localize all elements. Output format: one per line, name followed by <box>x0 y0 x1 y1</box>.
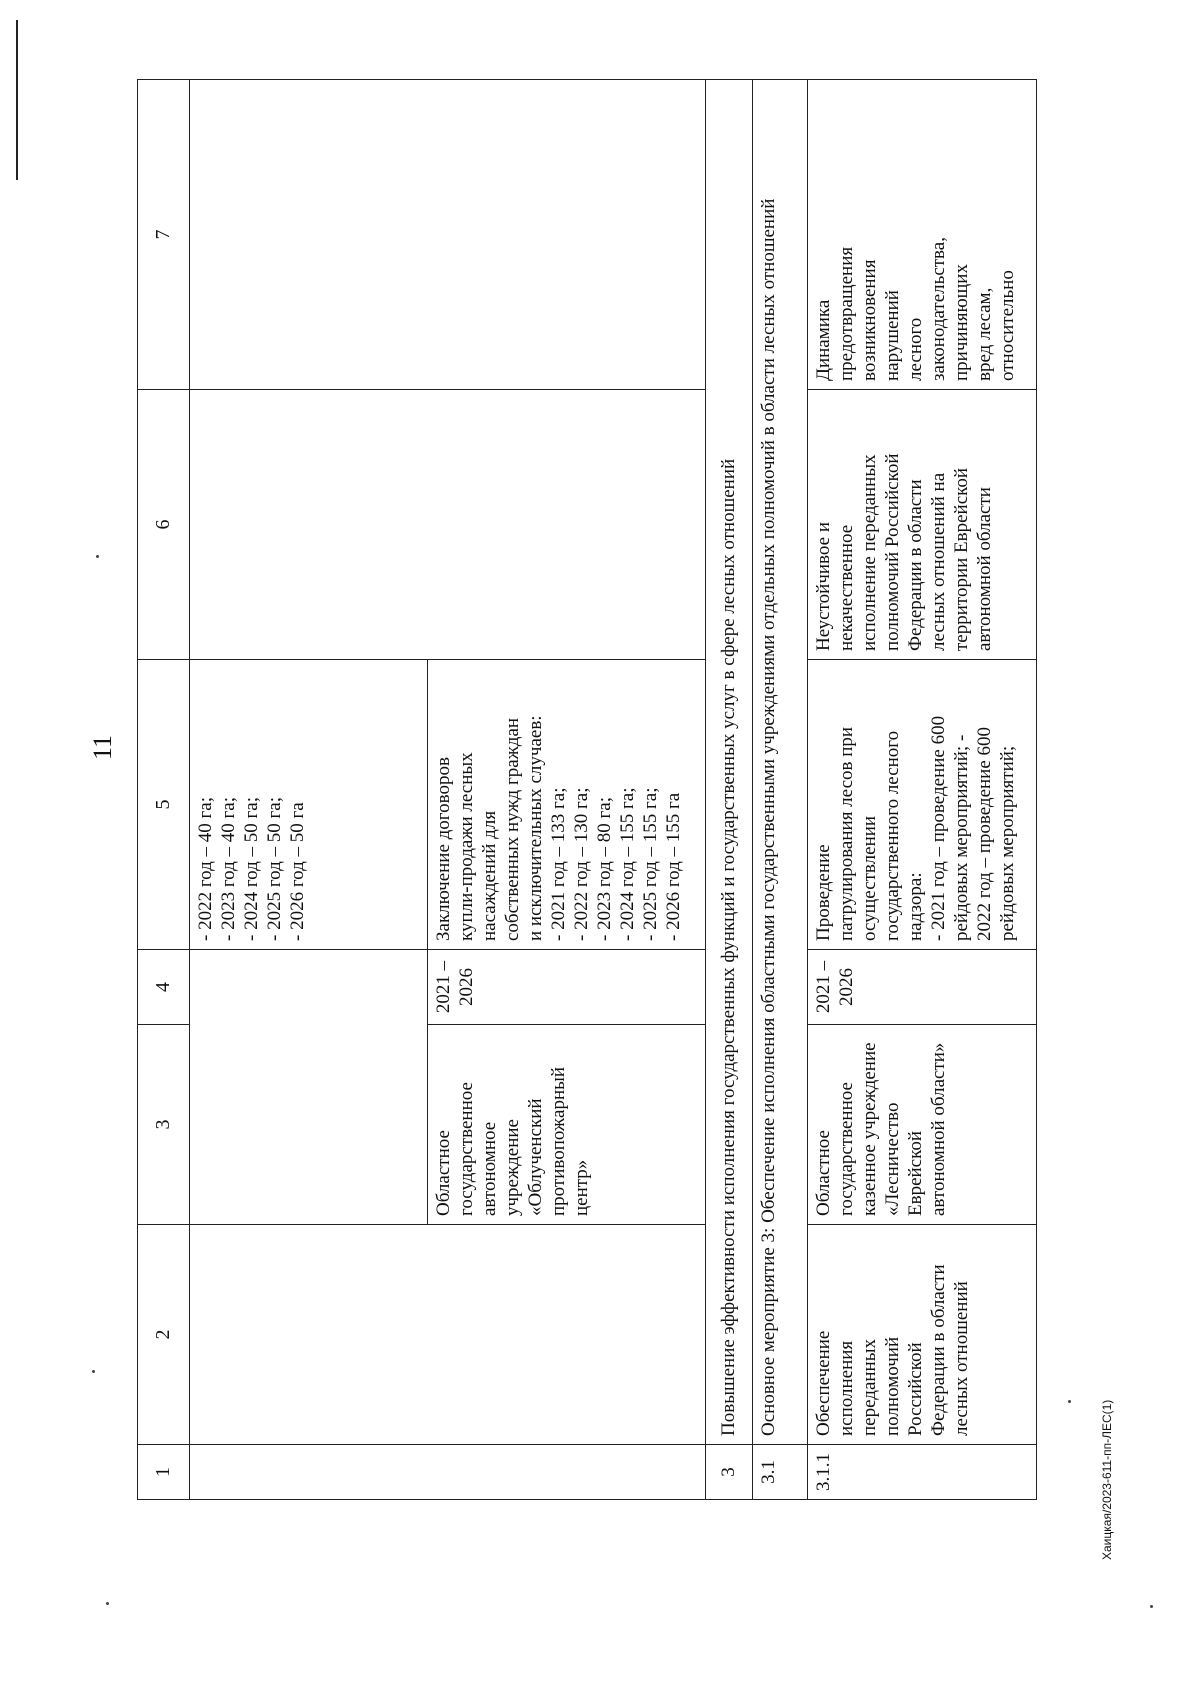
consequence-line: автономной области <box>974 487 996 651</box>
result-line: Заключение договоров <box>433 757 455 941</box>
consequence-line: Федерации в области <box>905 479 927 651</box>
section-title: Повышение эффективности исполнения государственных функций и государственных услуг в сфере лесных отношений <box>705 80 753 1445</box>
document-code: Хаицкая/2023-611-пп-ЛЕС(1) <box>1100 1399 1114 1560</box>
executor-line: учреждение <box>502 1119 524 1216</box>
result-line: патрулирования лесов при <box>836 726 858 941</box>
scan-speck <box>106 1602 109 1605</box>
area-line: - 2026 год – 50 га <box>286 802 308 941</box>
cell-indicator <box>808 80 1037 390</box>
cell-empty <box>189 390 705 660</box>
result-line: - 2021 год – 133 га; <box>548 787 570 941</box>
consequence-line: лесных отношений на <box>928 472 950 651</box>
result-line: - 2026 год – 155 га <box>663 792 685 941</box>
section-number: 3.1 <box>753 1445 808 1500</box>
executor-line: государственное <box>836 1082 858 1216</box>
page-number: 11 <box>88 734 117 760</box>
indicator-line: причиняющих <box>951 264 973 381</box>
indicator-line: лесного <box>905 317 927 381</box>
cell-area-by-year <box>189 660 427 950</box>
executor-line: Областное <box>813 1130 835 1216</box>
result-line: - 2024 год – 155 га; <box>617 787 639 941</box>
indicator-line: относительно <box>997 270 1019 381</box>
executor-line: казенное учреждение <box>859 1042 881 1216</box>
indicator-line: возникновения <box>859 259 881 381</box>
result-line: - 2025 год – 155 га; <box>640 787 662 941</box>
executor-line: Еврейской <box>905 1130 927 1216</box>
activity-line: переданных <box>859 1339 881 1436</box>
col-header-6: 6 <box>138 390 190 660</box>
rotated-table-wrapper <box>137 80 1037 1500</box>
table-row-continuation <box>189 80 427 1500</box>
executor-line: центр» <box>571 1159 593 1216</box>
scan-speck <box>1068 1400 1071 1403</box>
result-line: насаждений для <box>479 810 501 941</box>
scan-speck <box>96 555 99 558</box>
col-header-4: 4 <box>138 950 190 1025</box>
cell-result <box>428 660 705 950</box>
section-title: Основное мероприятие 3: Обеспечение исполнения областными государственными учреждениями отдельных полномочий в области лесных отношений <box>753 80 808 1445</box>
indicator-line: Динамика <box>813 299 835 381</box>
result-line: собственных нужд граждан <box>502 717 524 941</box>
indicator-line: законодательства, <box>928 237 950 381</box>
column-number-row <box>138 80 190 1500</box>
period-line: 2021 – <box>813 960 835 1014</box>
executor-line: автономной области» <box>928 1042 950 1216</box>
activity-line: полномочий <box>882 1336 904 1436</box>
result-line: Проведение <box>813 844 835 941</box>
result-line: государственного лесного <box>882 730 904 941</box>
executor-line: противопожарный <box>548 1066 570 1216</box>
consequence-line: исполнение переданных <box>859 454 881 651</box>
consequence-line: некачественное <box>836 524 858 651</box>
executor-line: Областное <box>433 1130 455 1216</box>
indicator-line: предотвращения <box>836 246 858 381</box>
item-number: 3.1.1 <box>808 1445 1037 1500</box>
col-header-5: 5 <box>138 660 190 950</box>
cell-activity-name <box>808 1225 1037 1445</box>
result-line: - 2021 год – проведение 600 <box>928 715 950 941</box>
cell-result <box>808 660 1037 950</box>
area-line: - 2023 год – 40 га; <box>217 796 239 941</box>
cell-period <box>428 950 705 1025</box>
cell-empty <box>189 80 705 390</box>
cell-executor <box>428 1025 705 1225</box>
margin-rule <box>16 20 18 180</box>
activity-line: исполнения <box>836 1340 858 1436</box>
period-line: 2026 <box>836 968 858 1006</box>
period-line: 2026 <box>456 968 478 1006</box>
table-row-3-1-1 <box>808 80 1037 1500</box>
table-row-section-3 <box>705 80 753 1500</box>
result-line: рейдовых мероприятий; <box>997 745 1019 941</box>
executor-line: «Лесничество <box>882 1102 904 1216</box>
col-header-1: 1 <box>138 1445 190 1500</box>
area-line: - 2024 год – 50 га; <box>240 796 262 941</box>
col-header-7: 7 <box>138 80 190 390</box>
program-activities-table <box>137 79 1037 1500</box>
consequence-line: территории Еврейской <box>951 467 973 651</box>
executor-line: автономное <box>479 1121 501 1216</box>
executor-line: государственное <box>456 1082 478 1216</box>
cell-empty <box>189 1445 705 1500</box>
cell-empty <box>189 950 427 1225</box>
cell-executor <box>808 1025 1037 1225</box>
indicator-line: вред лесам, <box>974 287 996 381</box>
col-header-3: 3 <box>138 1025 190 1225</box>
result-line: надзора: <box>905 872 927 941</box>
consequence-line: Неустойчивое и <box>813 522 835 651</box>
section-number: 3 <box>705 1445 753 1500</box>
area-line: - 2025 год – 50 га; <box>263 796 285 941</box>
result-line: рейдовых мероприятий; - <box>951 734 973 941</box>
scan-speck <box>92 1370 95 1373</box>
table-row-section-3-1 <box>753 80 808 1500</box>
period-line: 2021 – <box>433 960 455 1014</box>
executor-line: «Облученский <box>525 1098 547 1216</box>
result-line: осуществлении <box>859 815 881 941</box>
area-line: - 2022 год – 40 га; <box>194 796 216 941</box>
result-line: 2022 год – проведение 600 <box>974 726 996 941</box>
activity-line: Федерации в области <box>928 1264 950 1436</box>
consequence-line: полномочий Российской <box>882 453 904 651</box>
result-line: купли-продажи лесных <box>456 752 478 941</box>
activity-line: Российской <box>905 1342 927 1436</box>
result-line: - 2023 год – 80 га; <box>594 796 616 941</box>
cell-period <box>808 950 1037 1025</box>
result-line: и исключительных случаев: <box>525 715 547 941</box>
cell-empty <box>189 1225 705 1445</box>
indicator-line: нарушений <box>882 290 904 381</box>
activity-line: лесных отношений <box>951 1281 973 1436</box>
cell-consequence <box>808 390 1037 660</box>
col-header-2: 2 <box>138 1225 190 1445</box>
activity-line: Обеспечение <box>813 1330 835 1436</box>
scan-speck <box>1150 1605 1153 1608</box>
result-line: - 2022 год – 130 га; <box>571 787 593 941</box>
